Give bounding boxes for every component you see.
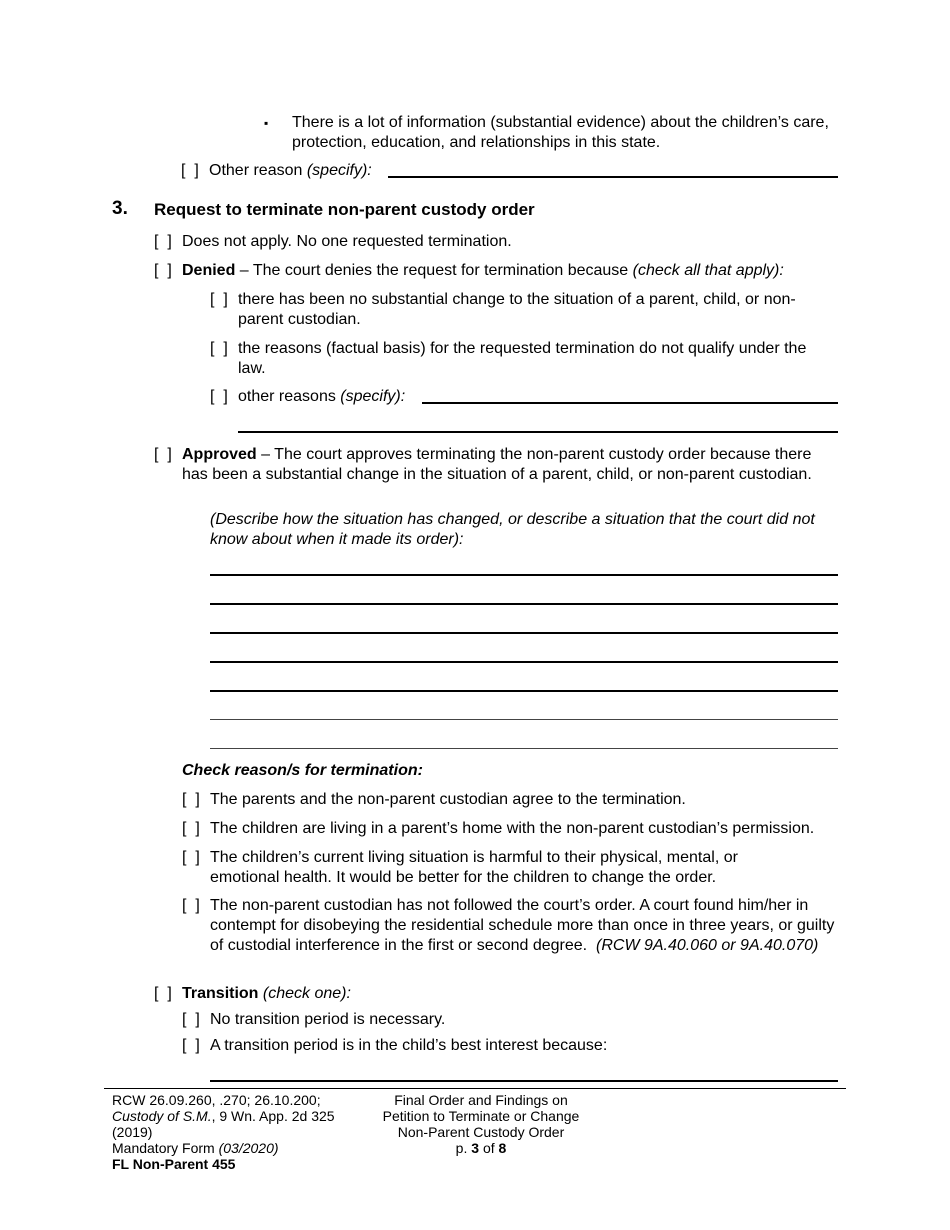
reason-harmful-situation: The children’s current living situation is harmful to their physical, mental, or emotional health. It would be better for the children to change the order. (210, 849, 738, 886)
transition-option-2: A transition period is in the child’s best interest because: (210, 1037, 608, 1054)
checkbox-harmful-situation[interactable]: [ ] (182, 849, 200, 866)
checkbox-other-reasons[interactable]: [ ] (210, 388, 228, 405)
describe-line-1[interactable] (210, 574, 838, 576)
approved-describe: (Describe how the situation has changed, or describe a situation that the court did not know about when it made its order): (210, 511, 815, 548)
describe-line-4[interactable] (210, 661, 838, 663)
checkbox-transition[interactable]: [ ] (154, 985, 172, 1002)
denied-reason-2: the reasons (factual basis) for the requested termination do not qualify under the law. (238, 340, 807, 377)
reason-living-in-parent-home: The children are living in a parent’s home with the non-parent custodian’s permission. (210, 820, 815, 837)
checkbox-living-in-parent-home[interactable]: [ ] (182, 820, 200, 837)
footer-mandatory: Mandatory Form (03/2020) (112, 1140, 279, 1156)
transition-reason-field[interactable] (210, 1080, 838, 1082)
checkbox-denied[interactable]: [ ] (154, 262, 172, 279)
checkbox-not-followed-order[interactable]: [ ] (182, 897, 200, 914)
denied-reason-1: there has been no substantial change to the situation of a parent, child, or non-parent custodian. (238, 291, 796, 328)
checkbox-no-transition[interactable]: [ ] (182, 1011, 200, 1028)
bullet-icon: ▪ (264, 116, 269, 130)
other-reasons-field-2[interactable] (238, 431, 838, 433)
footer-form-id: FL Non-Parent 455 (112, 1156, 236, 1172)
check-reasons-heading: Check reason/s for termination: (182, 762, 423, 779)
other-reasons-label: other reasons (specify): (238, 388, 406, 405)
approved-text: Approved – The court approves terminating the non-parent custody order because there has been a substantial change in the situation of a parent, child, or non-parent custodian. (182, 446, 812, 483)
bullet-text: There is a lot of information (substantial evidence) about the children’s care, protection, education, and relationships in this state. (292, 114, 829, 151)
checkbox-not-qualify[interactable]: [ ] (210, 340, 228, 357)
footer-title-3: Non-Parent Custody Order (397, 1124, 565, 1140)
checkbox-no-substantial-change[interactable]: [ ] (210, 291, 228, 308)
footer-year: (2019) (112, 1124, 153, 1140)
other-reason-label: Other reason (specify): (209, 162, 372, 179)
section-number: 3. (112, 198, 128, 219)
checkbox-does-not-apply[interactable]: [ ] (154, 233, 172, 250)
reason-not-followed-order: The non-parent custodian has not followed the court’s order. A court found him/her in contempt for disobeying the residential schedule more than once in three years, or guilty of custodial interference in the first or second degree. (RCW 9A.40.060 or 9A.40.070) (210, 897, 835, 954)
does-not-apply-text: Does not apply. No one requested termination. (182, 233, 512, 250)
footer-rcw: RCW 26.09.260, .270; 26.10.200; (112, 1092, 321, 1108)
denied-text: Denied – The court denies the request for termination because (check all that apply): (182, 262, 784, 279)
transition-option-1: No transition period is necessary. (210, 1011, 446, 1028)
footer-divider (104, 1088, 846, 1089)
checkbox-approved[interactable]: [ ] (154, 446, 172, 463)
checkbox-transition-period[interactable]: [ ] (182, 1037, 200, 1054)
describe-line-2[interactable] (210, 603, 838, 605)
section-heading: Request to terminate non-parent custody order (154, 200, 535, 219)
checkbox-other-reason[interactable]: [ ] (181, 162, 199, 179)
footer-title-1: Final Order and Findings on (394, 1092, 568, 1108)
other-reason-field[interactable] (388, 176, 838, 178)
describe-line-5[interactable] (210, 690, 838, 692)
footer-case: Custody of S.M., 9 Wn. App. 2d 325 (112, 1108, 335, 1124)
describe-line-3[interactable] (210, 632, 838, 634)
transition-label: Transition (check one): (182, 985, 351, 1002)
reason-parents-agree: The parents and the non-parent custodian agree to the termination. (210, 791, 686, 808)
footer-page: p. 3 of 8 (455, 1140, 507, 1156)
checkbox-parents-agree[interactable]: [ ] (182, 791, 200, 808)
footer-left (112, 1092, 372, 1172)
footer-title-2: Petition to Terminate or Change (382, 1108, 580, 1124)
describe-line-7[interactable] (210, 748, 838, 749)
other-reasons-field-1[interactable] (422, 402, 838, 404)
describe-line-6[interactable] (210, 719, 838, 720)
footer-center (356, 1092, 606, 1156)
